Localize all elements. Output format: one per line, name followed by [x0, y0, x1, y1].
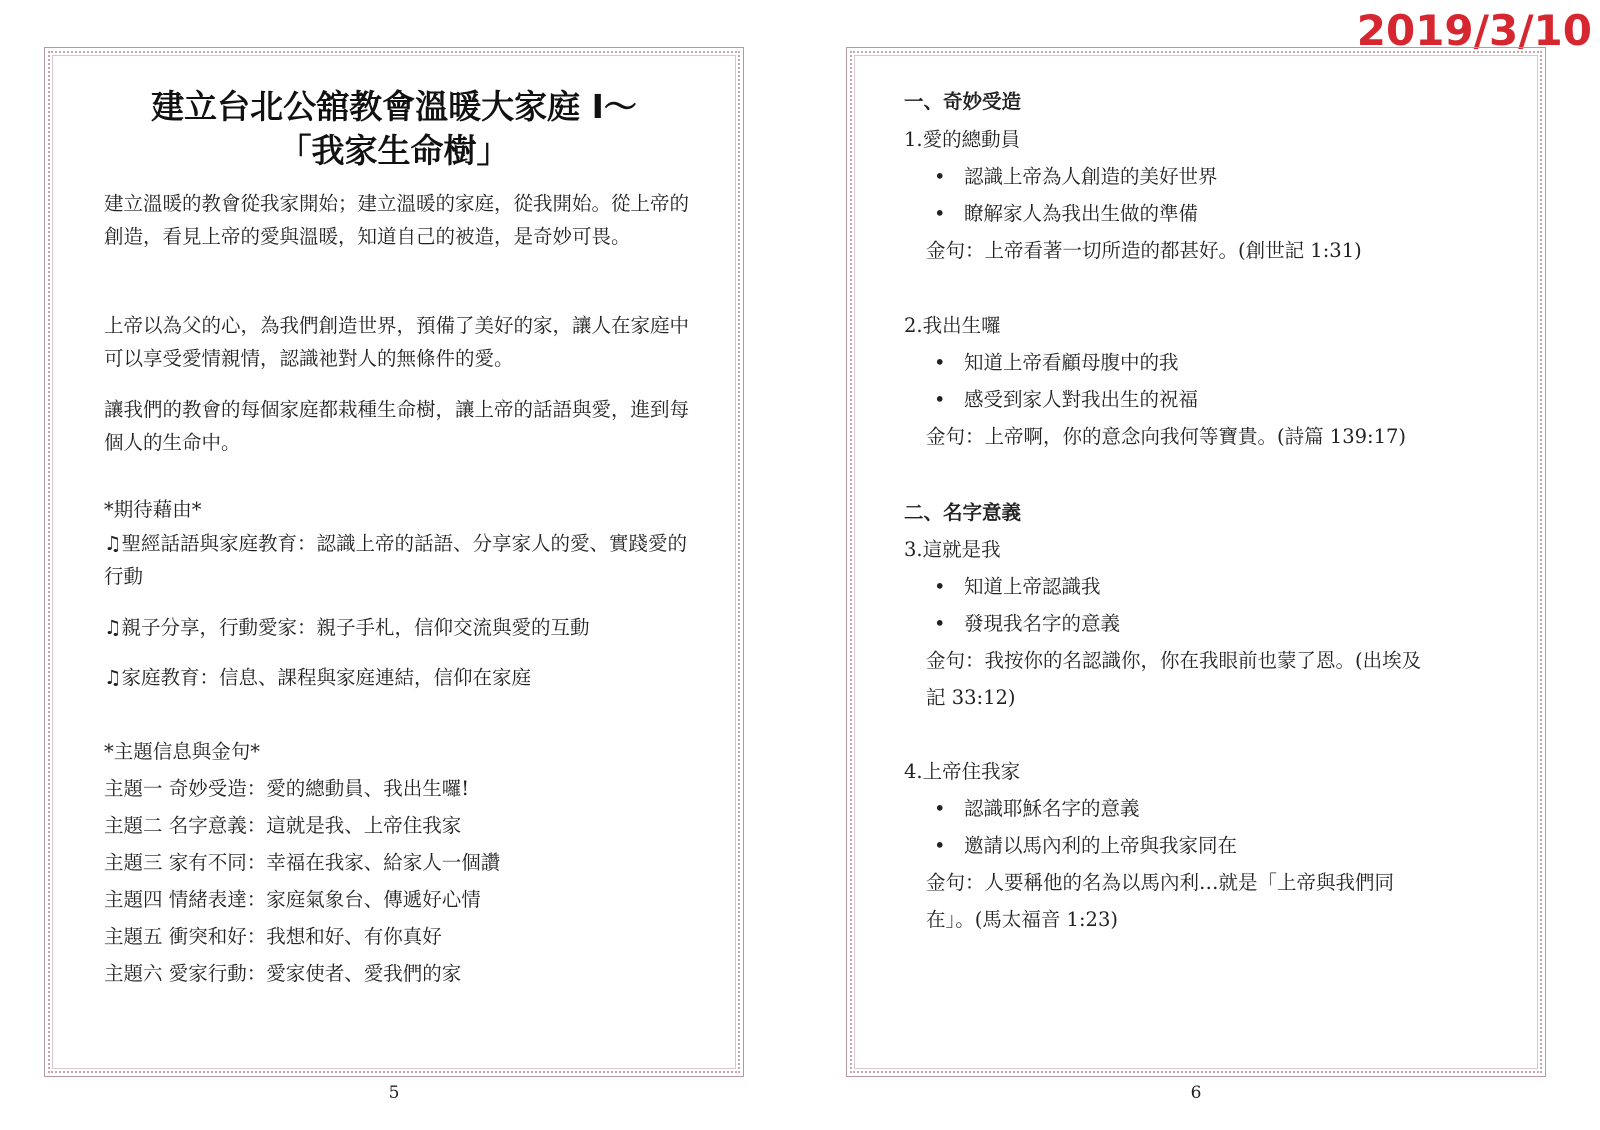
- title-line-1: 建立台北公舘教會溫暖大家庭 I～: [151, 87, 637, 126]
- bullet-item: [934, 792, 1140, 825]
- theme-item: 主題六 愛家行動：愛家使者、愛我們的家: [104, 962, 462, 985]
- bullet-item: [934, 346, 1179, 379]
- right-page: [846, 47, 1546, 1077]
- golden-verse-continued: 在」。(馬太福音 1:23): [926, 908, 1118, 931]
- item-title-1: 1.愛的總動員: [904, 128, 1021, 151]
- expect-item: ♫聖經話語與家庭教育：認識上帝的話語、分享家人的愛、實踐愛的行動: [104, 532, 687, 588]
- expect-item: ♫家庭教育：信息、課程與家庭連結，信仰在家庭: [104, 666, 531, 689]
- section-heading-1: 一、奇妙受造: [904, 90, 1022, 113]
- golden-verse-continued: 記 33:12): [926, 686, 1016, 709]
- page-number-right: 6: [1190, 1083, 1202, 1103]
- bullet-text: 認識上帝為人創造的美好世界: [964, 165, 1218, 188]
- bullet-item: [934, 829, 1237, 862]
- bullet-item: [934, 197, 1198, 230]
- bullet-icon: •: [934, 202, 946, 225]
- bullet-icon: •: [934, 351, 946, 374]
- date-stamp: 2019/3/10: [1356, 6, 1592, 55]
- page-title: [44, 85, 744, 173]
- expect-heading: *期待藉由*: [104, 498, 202, 521]
- item-title-2: 2.我出生囉: [904, 314, 1001, 337]
- bullet-icon: •: [934, 797, 946, 820]
- theme-item: 主題三 家有不同：幸福在我家、給家人一個讚: [104, 851, 501, 874]
- theme-item: 主題一 奇妙受造：愛的總動員、我出生囉!: [104, 777, 470, 800]
- bullet-text: 認識耶穌名字的意義: [964, 797, 1140, 820]
- bullet-icon: •: [934, 388, 946, 411]
- golden-verse: 金句：人要稱他的名為以馬內利…就是「上帝與我們同: [926, 871, 1395, 894]
- golden-verse: 金句：上帝看著一切所造的都甚好。(創世記 1:31): [926, 239, 1362, 262]
- themes-heading: *主題信息與金句*: [104, 740, 261, 763]
- expect-item: ♫親子分享，行動愛家：親子手札，信仰交流與愛的互動: [104, 616, 590, 639]
- theme-item: 主題五 衝突和好：我想和好、有你真好: [104, 925, 442, 948]
- intro-paragraph-2: 上帝以為父的心，為我們創造世界，預備了美好的家，讓人在家庭中可以享受愛情親情，認識祂對人的無條件的愛。: [104, 314, 690, 370]
- bullet-text: 知道上帝看顧母腹中的我: [964, 351, 1179, 374]
- bullet-text: 瞭解家人為我出生做的準備: [964, 202, 1199, 225]
- bullet-item: [934, 160, 1218, 193]
- bullet-text: 邀請以馬內利的上帝與我家同在: [964, 834, 1238, 857]
- left-page: [44, 47, 744, 1077]
- bullet-item: [934, 607, 1120, 640]
- bullet-item: [934, 570, 1101, 603]
- title-line-2: 「我家生命樹」: [278, 131, 510, 170]
- theme-item: 主題二 名字意義：這就是我、上帝住我家: [104, 814, 462, 837]
- bullet-icon: •: [934, 612, 946, 635]
- bullet-icon: •: [934, 834, 946, 857]
- bullet-text: 感受到家人對我出生的祝福: [964, 388, 1199, 411]
- theme-item: 主題四 情緒表達：家庭氣象台、傳遞好心情: [104, 888, 481, 911]
- bullet-icon: •: [934, 165, 946, 188]
- intro-paragraph-3: 讓我們的教會的每個家庭都栽種生命樹，讓上帝的話語與愛，進到每個人的生命中。: [104, 398, 690, 454]
- bullet-icon: •: [934, 575, 946, 598]
- bullet-text: 知道上帝認識我: [964, 575, 1101, 598]
- intro-paragraph-1: 建立溫暖的教會從我家開始；建立溫暖的家庭，從我開始。從上帝的創造，看見上帝的愛與溫暖，知道自己的被造，是奇妙可畏。: [104, 192, 690, 248]
- golden-verse: 金句：上帝啊，你的意念向我何等寶貴。(詩篇 139:17): [926, 425, 1407, 448]
- bullet-item: [934, 383, 1198, 416]
- item-title-3: 3.這就是我: [904, 538, 1001, 561]
- bullet-text: 發現我名字的意義: [964, 612, 1121, 635]
- golden-verse: 金句：我按你的名認識你，你在我眼前也蒙了恩。(出埃及: [926, 649, 1422, 672]
- item-title-4: 4.上帝住我家: [904, 760, 1021, 783]
- section-heading-2: 二、名字意義: [904, 501, 1022, 524]
- page-number-left: 5: [388, 1083, 400, 1103]
